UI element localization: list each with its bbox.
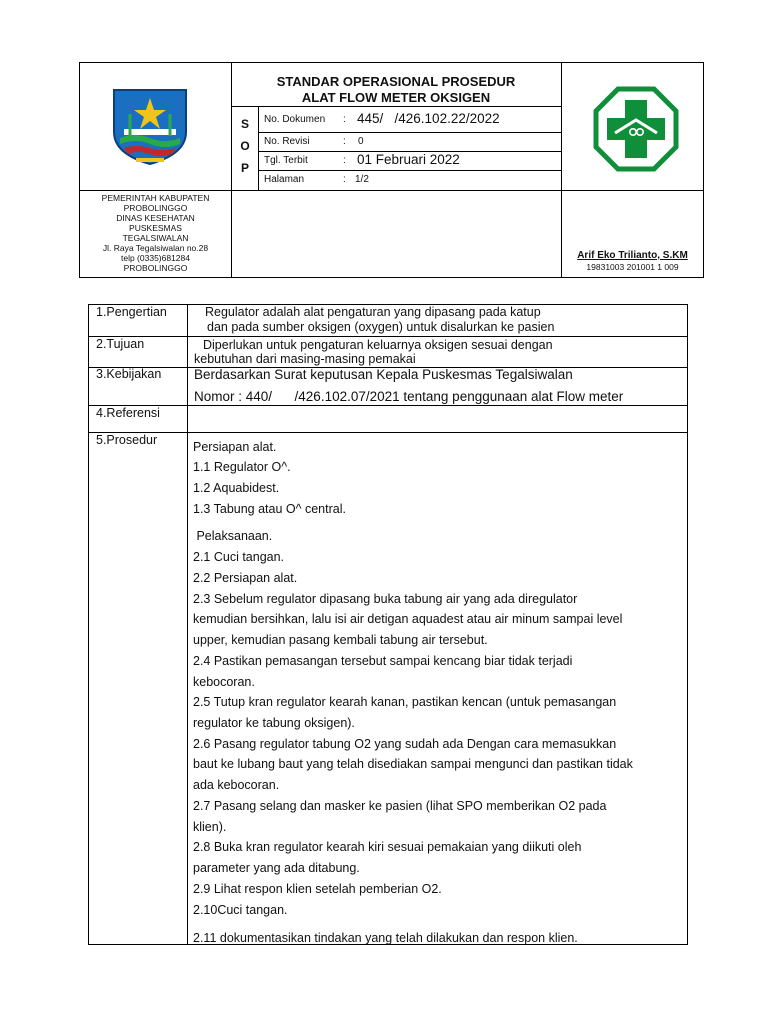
org-line: TEGALSIWALAN bbox=[122, 233, 189, 243]
org-line: DINAS KESEHATAN bbox=[116, 213, 195, 223]
pengertian-text: dan pada sumber oksigen (oxygen) untuk disalurkan ke pasien bbox=[207, 320, 555, 334]
prosedur-line: kemudian bersihkan, lalu isi air detigan aquadest atau air minum sampai level bbox=[193, 612, 623, 626]
tujuan-text: Diperlukan untuk pengaturan keluarnya oksigen sesuai dengan bbox=[203, 338, 553, 352]
prosedur-line: 2.1 Cuci tangan. bbox=[193, 550, 285, 564]
sop-title-line2: ALAT FLOW METER OKSIGEN bbox=[301, 90, 491, 105]
prosedur-line: parameter yang ada ditabung. bbox=[193, 861, 360, 875]
regency-emblem-logo bbox=[110, 84, 190, 166]
prosedur-line: upper, kemudian pasang kembali tabung air tersebut. bbox=[193, 633, 488, 647]
no-dokumen-sep: : bbox=[343, 114, 346, 125]
no-revisi-value: 0 bbox=[358, 136, 364, 147]
no-dokumen-label: No. Dokumen bbox=[264, 114, 326, 125]
prosedur-line: ada kebocoran. bbox=[193, 778, 280, 792]
org-line: PROBOLINGGO bbox=[123, 203, 188, 213]
sop-letter-p: P bbox=[240, 161, 249, 175]
sop-letter-o: O bbox=[240, 139, 250, 153]
prosedur-line: 2.3 Sebelum regulator dipasang buka tabung air yang ada diregulator bbox=[193, 592, 578, 606]
tgl-terbit-label: Tgl. Terbit bbox=[264, 155, 308, 166]
kebijakan-text: Nomor : 440/ /426.102.07/2021 tentang penggunaan alat Flow meter bbox=[194, 389, 624, 404]
prosedur-label: 5.Prosedur bbox=[96, 433, 158, 447]
prosedur-line: 1.2 Aquabidest. bbox=[193, 481, 280, 495]
tgl-terbit-value: 01 Februari 2022 bbox=[357, 152, 460, 167]
pengertian-text: Regulator adalah alat pengaturan yang dipasang pada katup bbox=[205, 305, 541, 319]
kebijakan-text: Berdasarkan Surat keputusan Kepala Puskesmas Tegalsiwalan bbox=[194, 367, 573, 382]
signer-nip: 19831003 201001 1 009 bbox=[586, 262, 679, 272]
halaman-sep: : bbox=[343, 174, 346, 185]
halaman-value: 1/2 bbox=[355, 174, 369, 185]
prosedur-line: 2.11 dokumentasikan tindakan yang telah dilakukan dan respon klien. bbox=[193, 931, 578, 945]
signer-name: Arif Eko Trilianto, S.KM bbox=[577, 250, 688, 261]
prosedur-line: 2.4 Pastikan pemasangan tersebut sampai kencang biar tidak terjadi bbox=[193, 654, 573, 668]
prosedur-line: Pelaksanaan. bbox=[193, 529, 273, 543]
org-phone: telp (0335)681284 bbox=[120, 253, 190, 263]
prosedur-line: Persiapan alat. bbox=[193, 440, 277, 454]
org-line: PROBOLINGGO bbox=[123, 263, 188, 273]
prosedur-line: 2.5 Tutup kran regulator kearah kanan, pastikan kencan (untuk pemasangan bbox=[193, 695, 617, 709]
no-dokumen-value: 445/ /426.102.22/2022 bbox=[357, 111, 500, 126]
tgl-terbit-sep: : bbox=[343, 155, 346, 166]
prosedur-line: 2.8 Buka kran regulator kearah kiri sesuai pemakaian yang diikuti oleh bbox=[193, 840, 582, 854]
pengertian-label: 1.Pengertian bbox=[96, 305, 167, 319]
no-revisi-sep: : bbox=[343, 136, 346, 147]
prosedur-line: klien). bbox=[193, 820, 227, 834]
prosedur-line: 1.3 Tabung atau O^ central. bbox=[193, 502, 346, 516]
org-line: PUSKESMAS bbox=[129, 223, 182, 233]
prosedur-line: 2.9 Lihat respon klien setelah pemberian O2. bbox=[193, 882, 442, 896]
org-line: PEMERINTAH KABUPATEN bbox=[101, 193, 210, 203]
prosedur-line: 1.1 Regulator O^. bbox=[193, 460, 291, 474]
sop-letter-s: S bbox=[240, 117, 249, 131]
org-address: Jl. Raya Tegalsiwalan no.28 bbox=[102, 243, 209, 253]
halaman-label: Halaman bbox=[264, 174, 305, 185]
prosedur-line: 2.7 Pasang selang dan masker ke pasien (lihat SPO memberikan O2 pada bbox=[193, 799, 607, 813]
tujuan-text: kebutuhan dari masing-masing pemakai bbox=[194, 352, 416, 366]
prosedur-line: regulator ke tabung oksigen). bbox=[193, 716, 355, 730]
prosedur-line: kebocoran. bbox=[193, 675, 255, 689]
sop-title-line1: STANDAR OPERASIONAL PROSEDUR bbox=[276, 74, 516, 89]
prosedur-line: 2.2 Persiapan alat. bbox=[193, 571, 298, 585]
tujuan-label: 2.Tujuan bbox=[96, 337, 145, 351]
referensi-label: 4.Referensi bbox=[96, 406, 160, 420]
puskesmas-logo bbox=[593, 86, 679, 172]
prosedur-line: 2.10Cuci tangan. bbox=[193, 903, 288, 917]
prosedur-line: 2.6 Pasang regulator tabung O2 yang sudah ada Dengan cara memasukkan bbox=[193, 737, 617, 751]
kebijakan-label: 3.Kebijakan bbox=[96, 367, 162, 381]
no-revisi-label: No. Revisi bbox=[264, 136, 310, 147]
prosedur-line: baut ke lubang baut yang telah disediakan sampai mengunci dan pastikan tidak bbox=[193, 757, 633, 771]
